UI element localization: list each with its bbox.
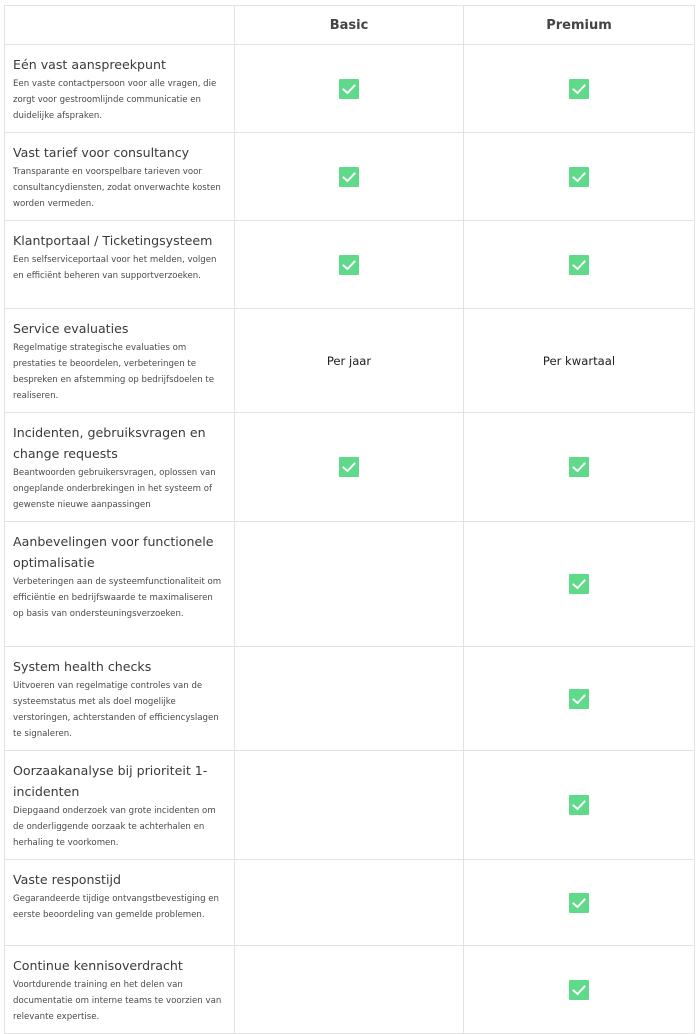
premium-value-cell (464, 751, 695, 860)
feature-description: Voortdurende training en het delen van documentatie om interne teams te voorzien van relevante expertise. (13, 980, 222, 1022)
feature-cell (5, 522, 235, 647)
feature-cell (5, 413, 235, 522)
feature-cell (5, 221, 235, 309)
feature-cell (5, 751, 235, 860)
basic-value-cell (235, 751, 464, 860)
basic-value-cell (235, 133, 464, 221)
table-row (5, 133, 695, 221)
table-body (5, 45, 695, 1034)
check-icon (569, 457, 589, 477)
feature-title: Aanbevelingen voor functionele optimalisatie (13, 534, 214, 570)
check-icon (339, 167, 359, 187)
basic-value-cell (235, 860, 464, 946)
check-icon (569, 980, 589, 1000)
premium-value-cell (464, 309, 695, 413)
basic-value-cell (235, 309, 464, 413)
feature-title: Continue kennisoverdracht (13, 958, 183, 973)
premium-value-cell (464, 221, 695, 309)
feature-cell (5, 946, 235, 1034)
table-row (5, 522, 695, 647)
premium-value-cell (464, 413, 695, 522)
feature-title: System health checks (13, 659, 152, 674)
header-feature-cell (5, 6, 235, 45)
header-basic: Basic (235, 6, 464, 45)
premium-value-cell (464, 647, 695, 751)
check-icon (339, 457, 359, 477)
table-row (5, 751, 695, 860)
basic-value-cell (235, 522, 464, 647)
check-icon (569, 255, 589, 275)
check-icon (569, 79, 589, 99)
feature-description: Verbeteringen aan de systeemfunctionaliteit om efficiëntie en bedrijfswaarde te maximaliseren op basis van ondersteuningsverzoeken. (13, 577, 222, 619)
header-row (5, 6, 695, 45)
feature-title: Klantportaal / Ticketingsysteem (13, 233, 213, 248)
basic-value-cell (235, 647, 464, 751)
feature-cell (5, 133, 235, 221)
basic-value-cell (235, 45, 464, 133)
table-row (5, 647, 695, 751)
check-icon (339, 79, 359, 99)
table-row (5, 221, 695, 309)
feature-cell (5, 647, 235, 751)
premium-value-cell (464, 133, 695, 221)
table-row (5, 45, 695, 133)
feature-description: Gegarandeerde tijdige ontvangstbevestiging en eerste beoordeling van gemelde problemen. (13, 894, 219, 920)
check-icon (569, 893, 589, 913)
check-icon (339, 255, 359, 275)
basic-value-text: Per jaar (326, 353, 372, 368)
feature-cell (5, 309, 235, 413)
feature-description: Beantwoorden gebruikersvragen, oplossen van ongeplande onderbrekingen in het systeem of gewenste nieuwe aanpassingen (13, 468, 216, 510)
feature-description: Regelmatige strategische evaluaties om prestaties te beoordelen, verbeteringen te bespreken en afstemming op bedrijfsdoelen te realiseren. (13, 343, 215, 401)
comparison-table (4, 5, 695, 1034)
feature-title: Oorzaakanalyse bij prioriteit 1-incidenten (13, 763, 208, 799)
premium-value-cell (464, 522, 695, 647)
premium-value-cell (464, 946, 695, 1034)
premium-value-cell (464, 860, 695, 946)
feature-cell (5, 45, 235, 133)
header-premium: Premium (464, 6, 695, 45)
check-icon (569, 167, 589, 187)
feature-description: Uitvoeren van regelmatige controles van de systeemstatus met als doel mogelijke verstoringen, achterstanden of efficiencyslagen te signaleren. (13, 681, 219, 739)
feature-title: Service evaluaties (13, 321, 129, 336)
feature-title: Vast tarief voor consultancy (13, 145, 190, 160)
table-row (5, 413, 695, 522)
feature-cell (5, 860, 235, 946)
check-icon (569, 574, 589, 594)
feature-title: Vaste responstijd (13, 872, 121, 887)
check-icon (569, 795, 589, 815)
table-row (5, 309, 695, 413)
feature-description: Diepgaand onderzoek van grote incidenten om de onderliggende oorzaak te achterhalen en herhaling te voorkomen. (13, 806, 216, 848)
table-header (5, 6, 695, 45)
feature-description: Een selfserviceportaal voor het melden, volgen en efficiënt beheren van supportverzoeken. (13, 255, 217, 281)
check-icon (569, 689, 589, 709)
basic-value-cell (235, 413, 464, 522)
basic-value-cell (235, 221, 464, 309)
feature-description: Een vaste contactpersoon voor alle vragen, die zorgt voor gestroomlijnde communicatie en duidelijke afspraken. (13, 79, 217, 121)
premium-value-text: Per kwartaal (542, 353, 616, 368)
table-row (5, 946, 695, 1034)
basic-value-cell (235, 946, 464, 1034)
premium-value-cell (464, 45, 695, 133)
feature-title: Incidenten, gebruiksvragen en change requests (13, 425, 206, 461)
table-row (5, 860, 695, 946)
feature-description: Transparante en voorspelbare tarieven voor consultancydiensten, zodat onverwachte kosten worden vermeden. (13, 167, 221, 209)
feature-title: Eén vast aanspreekpunt (13, 57, 166, 72)
